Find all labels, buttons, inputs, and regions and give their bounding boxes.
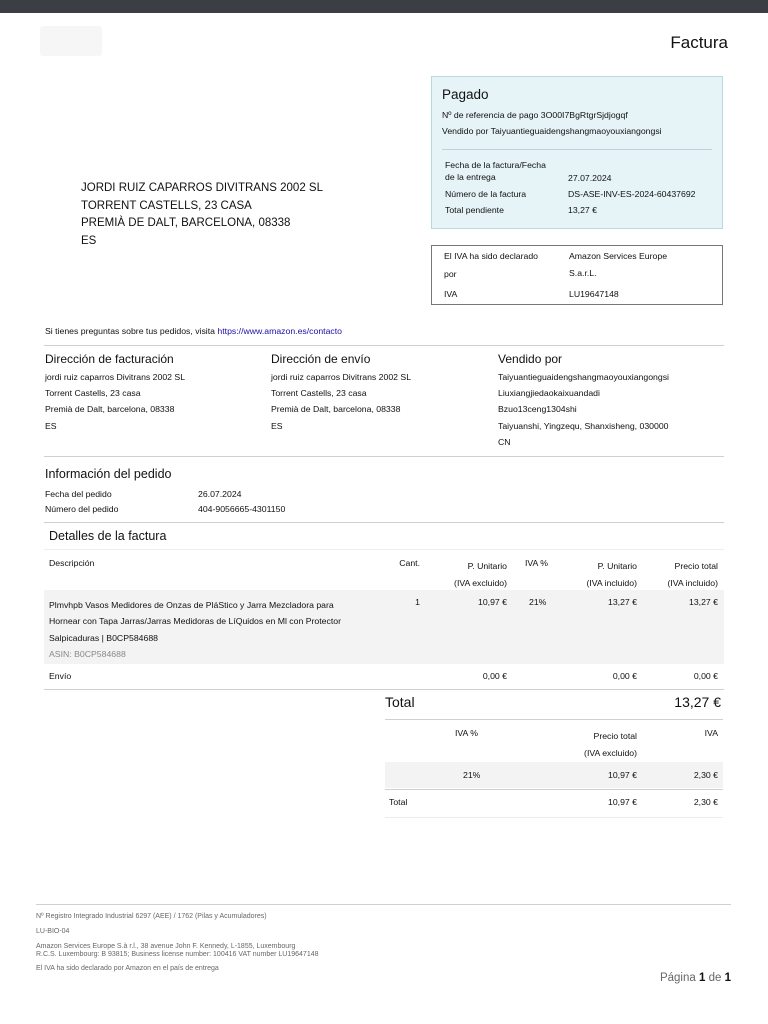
item-qty: 1 — [415, 597, 420, 607]
col-header-total: Precio total (IVA incluido) — [667, 561, 718, 588]
billing-line: ES — [45, 421, 57, 431]
billing-line: jordi ruiz caparros Divitrans 2002 SL — [45, 372, 186, 382]
divider — [385, 817, 723, 818]
vat-col-vat: IVA — [704, 728, 718, 738]
item-unit-ex: 10,97 € — [478, 597, 507, 607]
footer-company: Amazon Services Europe S.à r.l., 38 avenue John F. Kennedy, L-1855, Luxembourg R.C.S. Luxembourg: B 93815; Business license number: 100416 VAT number LU19647148 — [36, 943, 319, 958]
seller-line: Bzuo13ceng1304shi — [498, 404, 577, 414]
billing-title: Dirección de facturación — [45, 352, 174, 366]
shipping-unit-in: 0,00 € — [612, 671, 637, 681]
col-header-unit-ex: P. Unitario (IVA excluido) — [454, 561, 507, 588]
item-total: 13,27 € — [689, 597, 718, 607]
vat-declared-value-2: S.a.r.L. — [569, 268, 597, 278]
top-bar — [0, 0, 768, 13]
address-line: JORDI RUIZ CAPARROS DIVITRANS 2002 SL — [81, 182, 323, 194]
vat-row-rate: 21% — [463, 770, 481, 780]
divider — [44, 549, 724, 550]
payment-status: Pagado — [442, 87, 489, 102]
divider — [385, 789, 723, 790]
item-unit-in: 13,27 € — [608, 597, 637, 607]
contact-question — [45, 326, 342, 336]
logo-placeholder — [40, 26, 102, 56]
footer-bio: LU-BIO-04 — [36, 928, 70, 935]
payment-reference: Nº de referencia de pago 3O00I7BgRtgrSjdjogqf — [442, 110, 628, 120]
vat-sum-label: Total — [389, 797, 408, 807]
billing-line: Premià de Dalt, barcelona, 08338 — [45, 404, 175, 414]
payment-summary-box — [431, 76, 723, 229]
divider — [44, 689, 724, 690]
grand-total-value: 13,27 € — [674, 694, 721, 710]
col-header-qty: Cant. — [399, 558, 420, 568]
pending-label: Total pendiente — [445, 205, 504, 215]
vat-declaration-box — [431, 245, 723, 305]
shipping-title: Dirección de envío — [271, 352, 371, 366]
vat-sum-net: 10,97 € — [608, 797, 637, 807]
seller-line: Taiyuanshi, Yingzequ, Shanxisheng, 030000 — [498, 421, 669, 431]
invoice-number: DS-ASE-INV-ES-2024-60437692 — [568, 189, 696, 199]
payment-sold-by: Vendido por Taiyuantieguaidengshangmaoyouxiangongsi — [442, 126, 662, 136]
order-info-title: Información del pedido — [45, 467, 172, 481]
vat-declared-value: Amazon Services Europe — [569, 251, 668, 261]
seller-line: Liuxiangjiedaokaixuandadi — [498, 388, 600, 398]
address-line: PREMIÀ DE DALT, BARCELONA, 08338 — [81, 217, 291, 229]
divider — [44, 522, 724, 523]
document-title: Factura — [670, 33, 728, 52]
vat-col-rate: IVA % — [455, 728, 479, 738]
invoice-number-label: Número de la factura — [445, 189, 527, 199]
order-number-label: Número del pedido — [45, 504, 119, 514]
shipping-total: 0,00 € — [693, 671, 718, 681]
shipping-line: jordi ruiz caparros Divitrans 2002 SL — [271, 372, 412, 382]
vat-id-value: LU19647148 — [569, 289, 619, 299]
address-line: TORRENT CASTELLS, 23 CASA — [81, 199, 252, 212]
item-iva: 21% — [529, 597, 547, 607]
vat-declared-label-2: por — [444, 269, 457, 279]
footer-vat-note: El IVA ha sido declarado por Amazon en el país de entrega — [36, 965, 219, 972]
vat-row-vat: 2,30 € — [693, 770, 718, 780]
contact-question-text: Si tienes preguntas sobre tus pedidos, visita — [45, 326, 215, 336]
col-header-description: Descripción — [49, 558, 95, 568]
divider — [385, 719, 723, 720]
vat-row-net: 10,97 € — [608, 770, 637, 780]
seller-line: CN — [498, 437, 511, 447]
footer-registry: Nº Registro Integrado Industrial 6297 (AEE) / 1762 (Pilas y Acumuladores) — [36, 913, 267, 920]
col-header-unit-in: P. Unitario (IVA incluido) — [586, 561, 637, 588]
vat-col-net: Precio total (IVA excluido) — [584, 731, 637, 758]
shipping-line: ES — [271, 421, 283, 431]
order-date-label: Fecha del pedido — [45, 489, 112, 499]
contact-link[interactable]: https://www.amazon.es/contacto — [217, 326, 343, 336]
vat-sum-vat: 2,30 € — [693, 797, 718, 807]
address-line: ES — [81, 234, 97, 247]
shipping-line: Premià de Dalt, barcelona, 08338 — [271, 404, 401, 414]
vat-declared-label: El IVA ha sido declarado — [444, 251, 539, 261]
customer-address — [81, 180, 323, 250]
page-number: Página 1 de 1 — [659, 972, 731, 984]
order-number: 404-9056665-4301150 — [198, 504, 286, 514]
invoice-date: 27.07.2024 — [568, 173, 612, 183]
invoice-date-label: Fecha de la factura/Fecha de la entrega — [445, 160, 546, 182]
order-date: 26.07.2024 — [198, 489, 242, 499]
shipping-line: Torrent Castells, 23 casa — [271, 388, 367, 398]
seller-title: Vendido por — [498, 352, 563, 366]
col-header-iva: IVA % — [525, 558, 549, 568]
vat-id-label: IVA — [444, 289, 458, 299]
divider — [44, 456, 724, 457]
billing-line: Torrent Castells, 23 casa — [45, 388, 141, 398]
divider — [442, 149, 712, 150]
grand-total-label: Total — [385, 694, 415, 710]
item-asin: ASIN: B0CP584688 — [49, 648, 126, 659]
footer-divider — [36, 904, 731, 905]
divider — [44, 345, 724, 346]
seller-line: Taiyuantieguaidengshangmaoyouxiangongsi — [498, 372, 669, 382]
shipping-unit-ex: 0,00 € — [482, 671, 507, 681]
invoice-details-title: Detalles de la factura — [49, 529, 167, 543]
pending-value: 13,27 € — [568, 205, 597, 215]
shipping-row-label: Envío — [49, 671, 72, 681]
item-description: Plmvhpb Vasos Medidores de Onzas de PláStico y Jarra Mezcladora para Hornear con Tapa Jarras/Jarras Medidoras de LíQuidos en Ml con Protector Salpicaduras | B0CP584688 ASIN: B0CP584688 — [49, 597, 384, 662]
